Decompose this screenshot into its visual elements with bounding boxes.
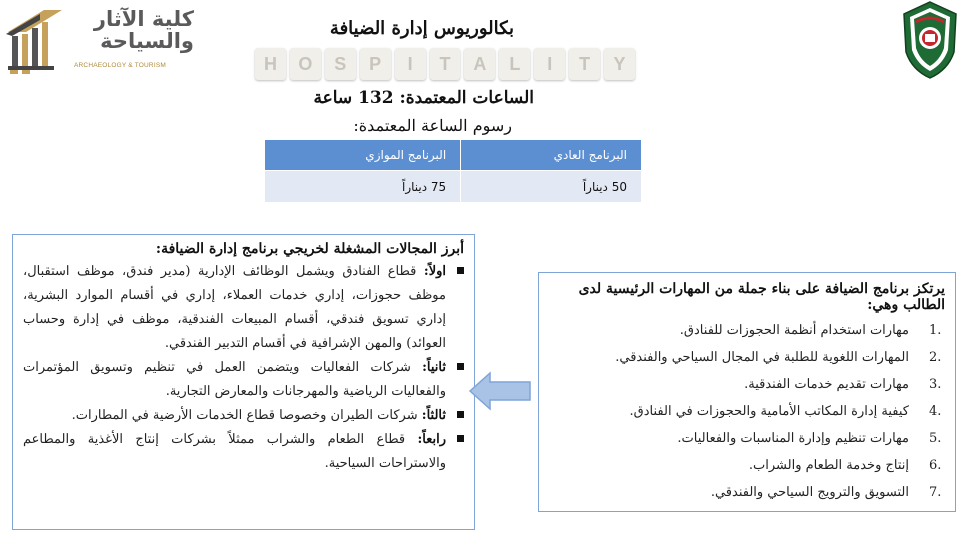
letter-tile: I <box>395 48 426 80</box>
list-item <box>23 404 464 428</box>
letter-tile: L <box>499 48 530 80</box>
item-text: المهارات اللغوية للطلبة في المجال السياحي والفندقي. <box>615 350 909 365</box>
credit-hours: الساعات المعتمدة: 132 ساعة <box>313 88 534 108</box>
employment-fields-panel <box>12 234 475 530</box>
fees-header-row <box>265 140 642 171</box>
list-item <box>551 452 945 479</box>
letter-tile: P <box>360 48 391 80</box>
page-title: بكالوريوس إدارة الضيافة <box>329 18 515 39</box>
item-number: 4. <box>929 404 942 419</box>
faculty-logo <box>4 4 194 74</box>
letter-tile: S <box>325 48 356 80</box>
letter-tile: A <box>464 48 495 80</box>
item-lead: اولاً: <box>423 264 446 279</box>
item-text: إنتاج وخدمة الطعام والشراب. <box>748 458 909 473</box>
faculty-name-en: ARCHAEOLOGY & TOURISM <box>74 62 166 69</box>
item-text: مهارات تقديم خدمات الفندقية. <box>744 377 909 392</box>
skills-panel <box>538 272 956 512</box>
list-item <box>23 260 464 356</box>
fees-value-row <box>265 171 642 203</box>
item-number: 6. <box>929 458 942 473</box>
hospitality-tiles <box>255 48 635 84</box>
fees-table <box>264 139 642 203</box>
item-lead: ثانياً: <box>422 360 446 375</box>
item-number: 2. <box>929 350 942 365</box>
columns-emblem-icon <box>4 4 66 74</box>
item-lead: ثالثاً: <box>421 408 446 423</box>
item-text: شركات الفعاليات ويتضمن العمل في تنظيم وتسويق المؤتمرات والفعاليات الرياضية والمهرجانات والمعارض التجارية. <box>23 360 446 399</box>
letter-tile: I <box>534 48 565 80</box>
skills-list <box>551 317 945 506</box>
faculty-name-ar: كلية الآثار والسياحة <box>93 7 194 53</box>
list-item <box>23 428 464 476</box>
item-number: 5. <box>929 431 942 446</box>
list-item <box>551 479 945 506</box>
fees-header-regular: البرنامج العادي <box>461 140 642 171</box>
letter-tile: H <box>255 48 286 80</box>
item-text: شركات الطيران وخصوصا قطاع الخدمات الأرضية في المطارات. <box>71 408 422 423</box>
item-text: كيفية إدارة المكاتب الأمامية والحجوزات في الفنادق. <box>629 404 909 419</box>
letter-tile: T <box>569 48 600 80</box>
list-item <box>551 317 945 344</box>
list-item <box>551 398 945 425</box>
fees-value-regular: 50 ديناراً <box>461 171 642 203</box>
letter-tile: T <box>430 48 461 80</box>
square-bullet-icon <box>457 435 464 442</box>
employment-fields-heading: أبرز المجالات المشغلة لخريجي برنامج إدارة الضيافة: <box>155 241 464 257</box>
list-item <box>551 371 945 398</box>
letter-tile: Y <box>604 48 635 80</box>
university-seal-icon <box>900 0 960 80</box>
arrow-left-icon <box>468 370 532 412</box>
list-item <box>23 356 464 404</box>
fees-header-parallel: البرنامج الموازي <box>265 140 461 171</box>
item-text: مهارات تنظيم وإدارة المناسبات والفعاليات. <box>677 431 909 446</box>
letter-tile: O <box>290 48 321 80</box>
fees-value-parallel: 75 ديناراً <box>265 171 461 203</box>
item-number: 1. <box>929 323 942 338</box>
square-bullet-icon <box>457 363 464 370</box>
fees-label: رسوم الساعة المعتمدة: <box>353 116 512 135</box>
item-text: قطاع الفنادق ويشمل الوظائف الإدارية (مدير فندق، موظف استقبال، موظف حجوزات، إداري خدمات العملاء، إداري في أقسام الموارد البشرية، إداري تسويق فندقي، أقسام المبيعات الفندقية، موظف في إدارة وحساب العوائد) والمهن الإشرافية في أقسام التدبير الفندقي. <box>23 264 446 351</box>
employment-fields-list <box>23 260 464 476</box>
square-bullet-icon <box>457 267 464 274</box>
skills-heading: يرتكز برنامج الضيافة على بناء جملة من المهارات الرئيسية لدى الطالب وهي: <box>578 281 945 313</box>
item-number: 7. <box>929 485 942 500</box>
square-bullet-icon <box>457 411 464 418</box>
list-item <box>551 425 945 452</box>
item-text: مهارات استخدام أنظمة الحجوزات للفنادق. <box>679 323 909 338</box>
list-item <box>551 344 945 371</box>
item-text: التسويق والترويج السياحي والفندقي. <box>710 485 909 500</box>
item-text: قطاع الطعام والشراب ممثلاً بشركات إنتاج الأغذية والمطاعم والاستراحات السياحية. <box>23 432 446 471</box>
item-number: 3. <box>929 377 942 392</box>
item-lead: رابعاً: <box>417 432 446 447</box>
